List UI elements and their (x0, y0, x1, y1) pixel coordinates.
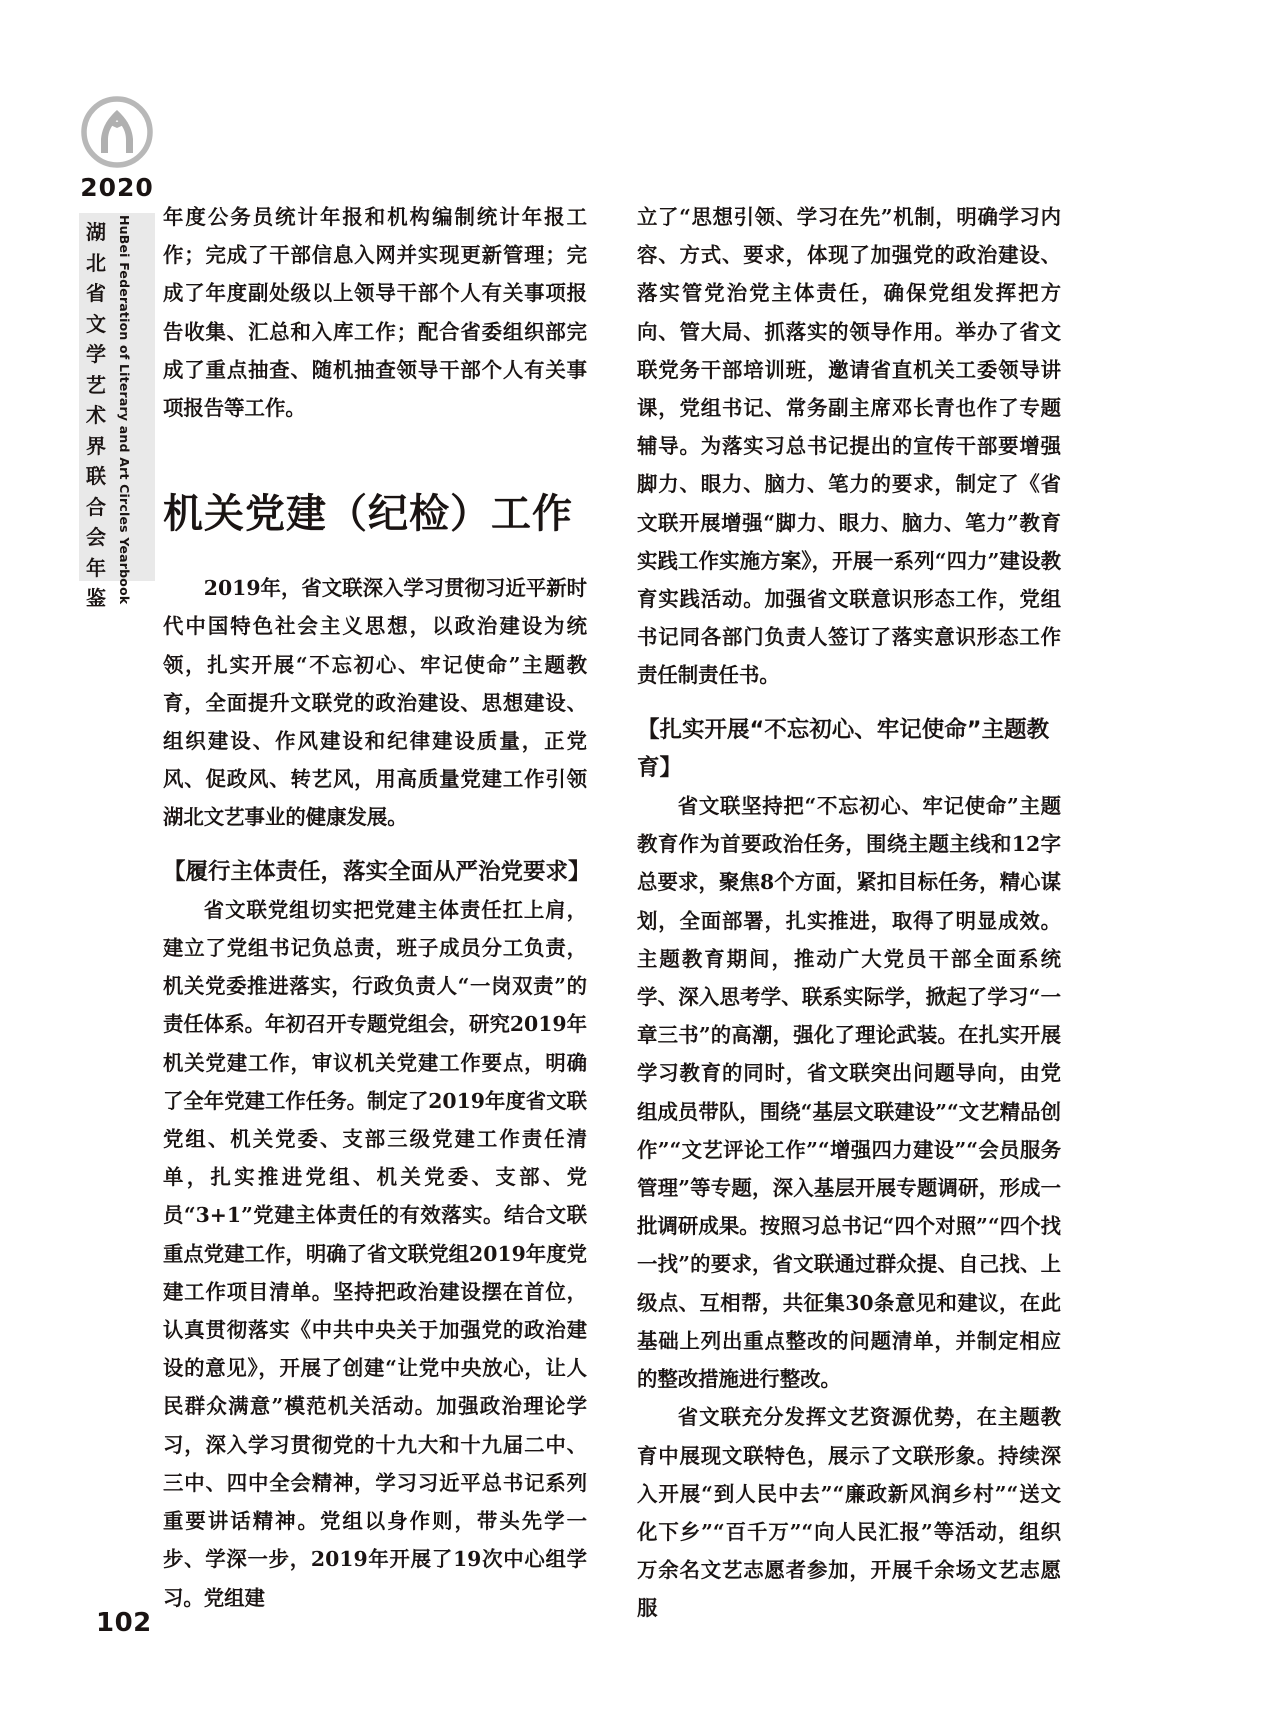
paragraph-theme-education-1: 省文联坚持把“不忘初心、牢记使命”主题教育作为首要政治任务，围绕主题主线和12字总要求，聚焦8个方面，紧扣目标任务，精心谋划，全面部署，扎实推进，取得了明显成效。主题教育期间，推动广大党员干部全面系统学、深入思考学、联系实际学，掀起了学习“一章三书”的高潮，强化了理论武装。在扎实开展学习教育的同时，省文联突出问题导向，由党组成员带队，围绕“基层文联建设”“文艺精品创作”“文艺评论工作”“增强四力建设”“会员服务管理”等专题，深入基层开展专题调研，形成一批调研成果。按照习总书记“四个对照”“四个找一找”的要求，省文联通过群众提、自己找、上级点、互相帮，共征集30条意见和建议，在此基础上列出重点整改的问题清单，并制定相应的整改措施进行整改。 (637, 794, 1061, 1392)
column-right (637, 198, 1061, 1628)
section-heading-theme-education: 【扎实开展“不忘初心、牢记使命”主题教育】 (637, 716, 1050, 781)
paragraph-responsibility: 省文联党组切实把党建主体责任扛上肩，建立了党组书记负总责，班子成员分工负责，机关党委推进落实，行政负责人“一岗双责”的责任体系。年初召开专题党组会，研究2019年机关党建工作，审议机关党建工作要点，明确了全年党建工作任务。制定了2019年度省文联党组、机关党委、支部三级党建工作责任清单，扎实推进党组、机关党委、支部、党员“3+1”党建主体责任的有效落实。结合文联重点党建工作，明确了省文联党组2019年度党建工作项目清单。坚持把政治建设摆在首位，认真贯彻落实《中共中央关于加强党的政治建设的意见》，开展了创建“让党中央放心，让人民群众满意”模范机关活动。加强政治理论学习，深入学习贯彻党的十九大和十九届二中、三中、四中全会精神，学习习近平总书记系列重要讲话精神。党组以身作则，带头先学一步、学深一步，2019年开展了19次中心组学习。党组建 (163, 897, 587, 1610)
spacer-before-title (163, 427, 587, 489)
paragraph-continued-right: 立了“思想引领、学习在先”机制，明确学习内容、方式、要求，体现了加强党的政治建设、落实管党治党主体责任，确保党组发挥把方向、管大局、抓落实的领导作用。举办了省文联党务干部培训班，邀请省直机关工委领导讲课，党组书记、常务副主席邓长青也作了专题辅导。为落实习总书记提出的宣传干部要增强脚力、眼力、脑力、笔力的要求，制定了《省文联开展增强“脚力、眼力、脑力、笔力”教育实践工作实施方案》，开展一系列“四力”建设教育实践活动。加强省文联意识形态工作，党组书记同各部门负责人签订了落实意识形态工作责任制责任书。 (637, 205, 1061, 688)
page-number: 102 (96, 1608, 152, 1638)
year-badge: 2020 (80, 173, 154, 202)
sidebar-title-cn: 湖北省文学艺术界联合会年鉴 (86, 220, 106, 610)
section-heading-responsibility: 【履行主体责任，落实全面从严治党要求】 (163, 858, 591, 885)
article-title: 机关党建（纪检）工作 (163, 491, 573, 538)
paragraph-intro: 2019年，省文联深入学习贯彻习近平新时代中国特色社会主义思想，以政治建设为统领，扎实开展“不忘初心、牢记使命”主题教育，全面提升文联党的政治建设、思想建设、组织建设、作风建设和纪律建设质量，正党风、促政风、转艺风，用高质量党建工作引领湖北文艺事业的健康发展。 (163, 576, 587, 830)
spacer-after-title (163, 539, 587, 569)
sidebar-title-en: HuBei Federation of Literary and Art Circles Yearbook (117, 215, 132, 605)
spacer-before-heading-right (637, 695, 1061, 711)
paragraph-continued-left: 年度公务员统计年报和机构编制统计年报工作；完成了干部信息入网并实现更新管理；完成了年度副处级以上领导干部个人有关事项报告收集、汇总和入库工作；配合省委组织部完成了重点抽查、随机抽查领导干部个人有关事项报告等工作。 (163, 205, 587, 421)
column-left (163, 198, 591, 1617)
hubei-federation-emblem-icon (80, 95, 154, 169)
paragraph-theme-education-2: 省文联充分发挥文艺资源优势，在主题教育中展现文联特色，展示了文联形象。持续深入开展“到人民中去”“廉政新风润乡村”“送文化下乡”“百千万”“向人民汇报”等活动，组织万余名文艺志愿者参加，开展千余场文艺志愿服 (637, 1405, 1061, 1621)
spacer-before-heading-left (163, 837, 587, 853)
